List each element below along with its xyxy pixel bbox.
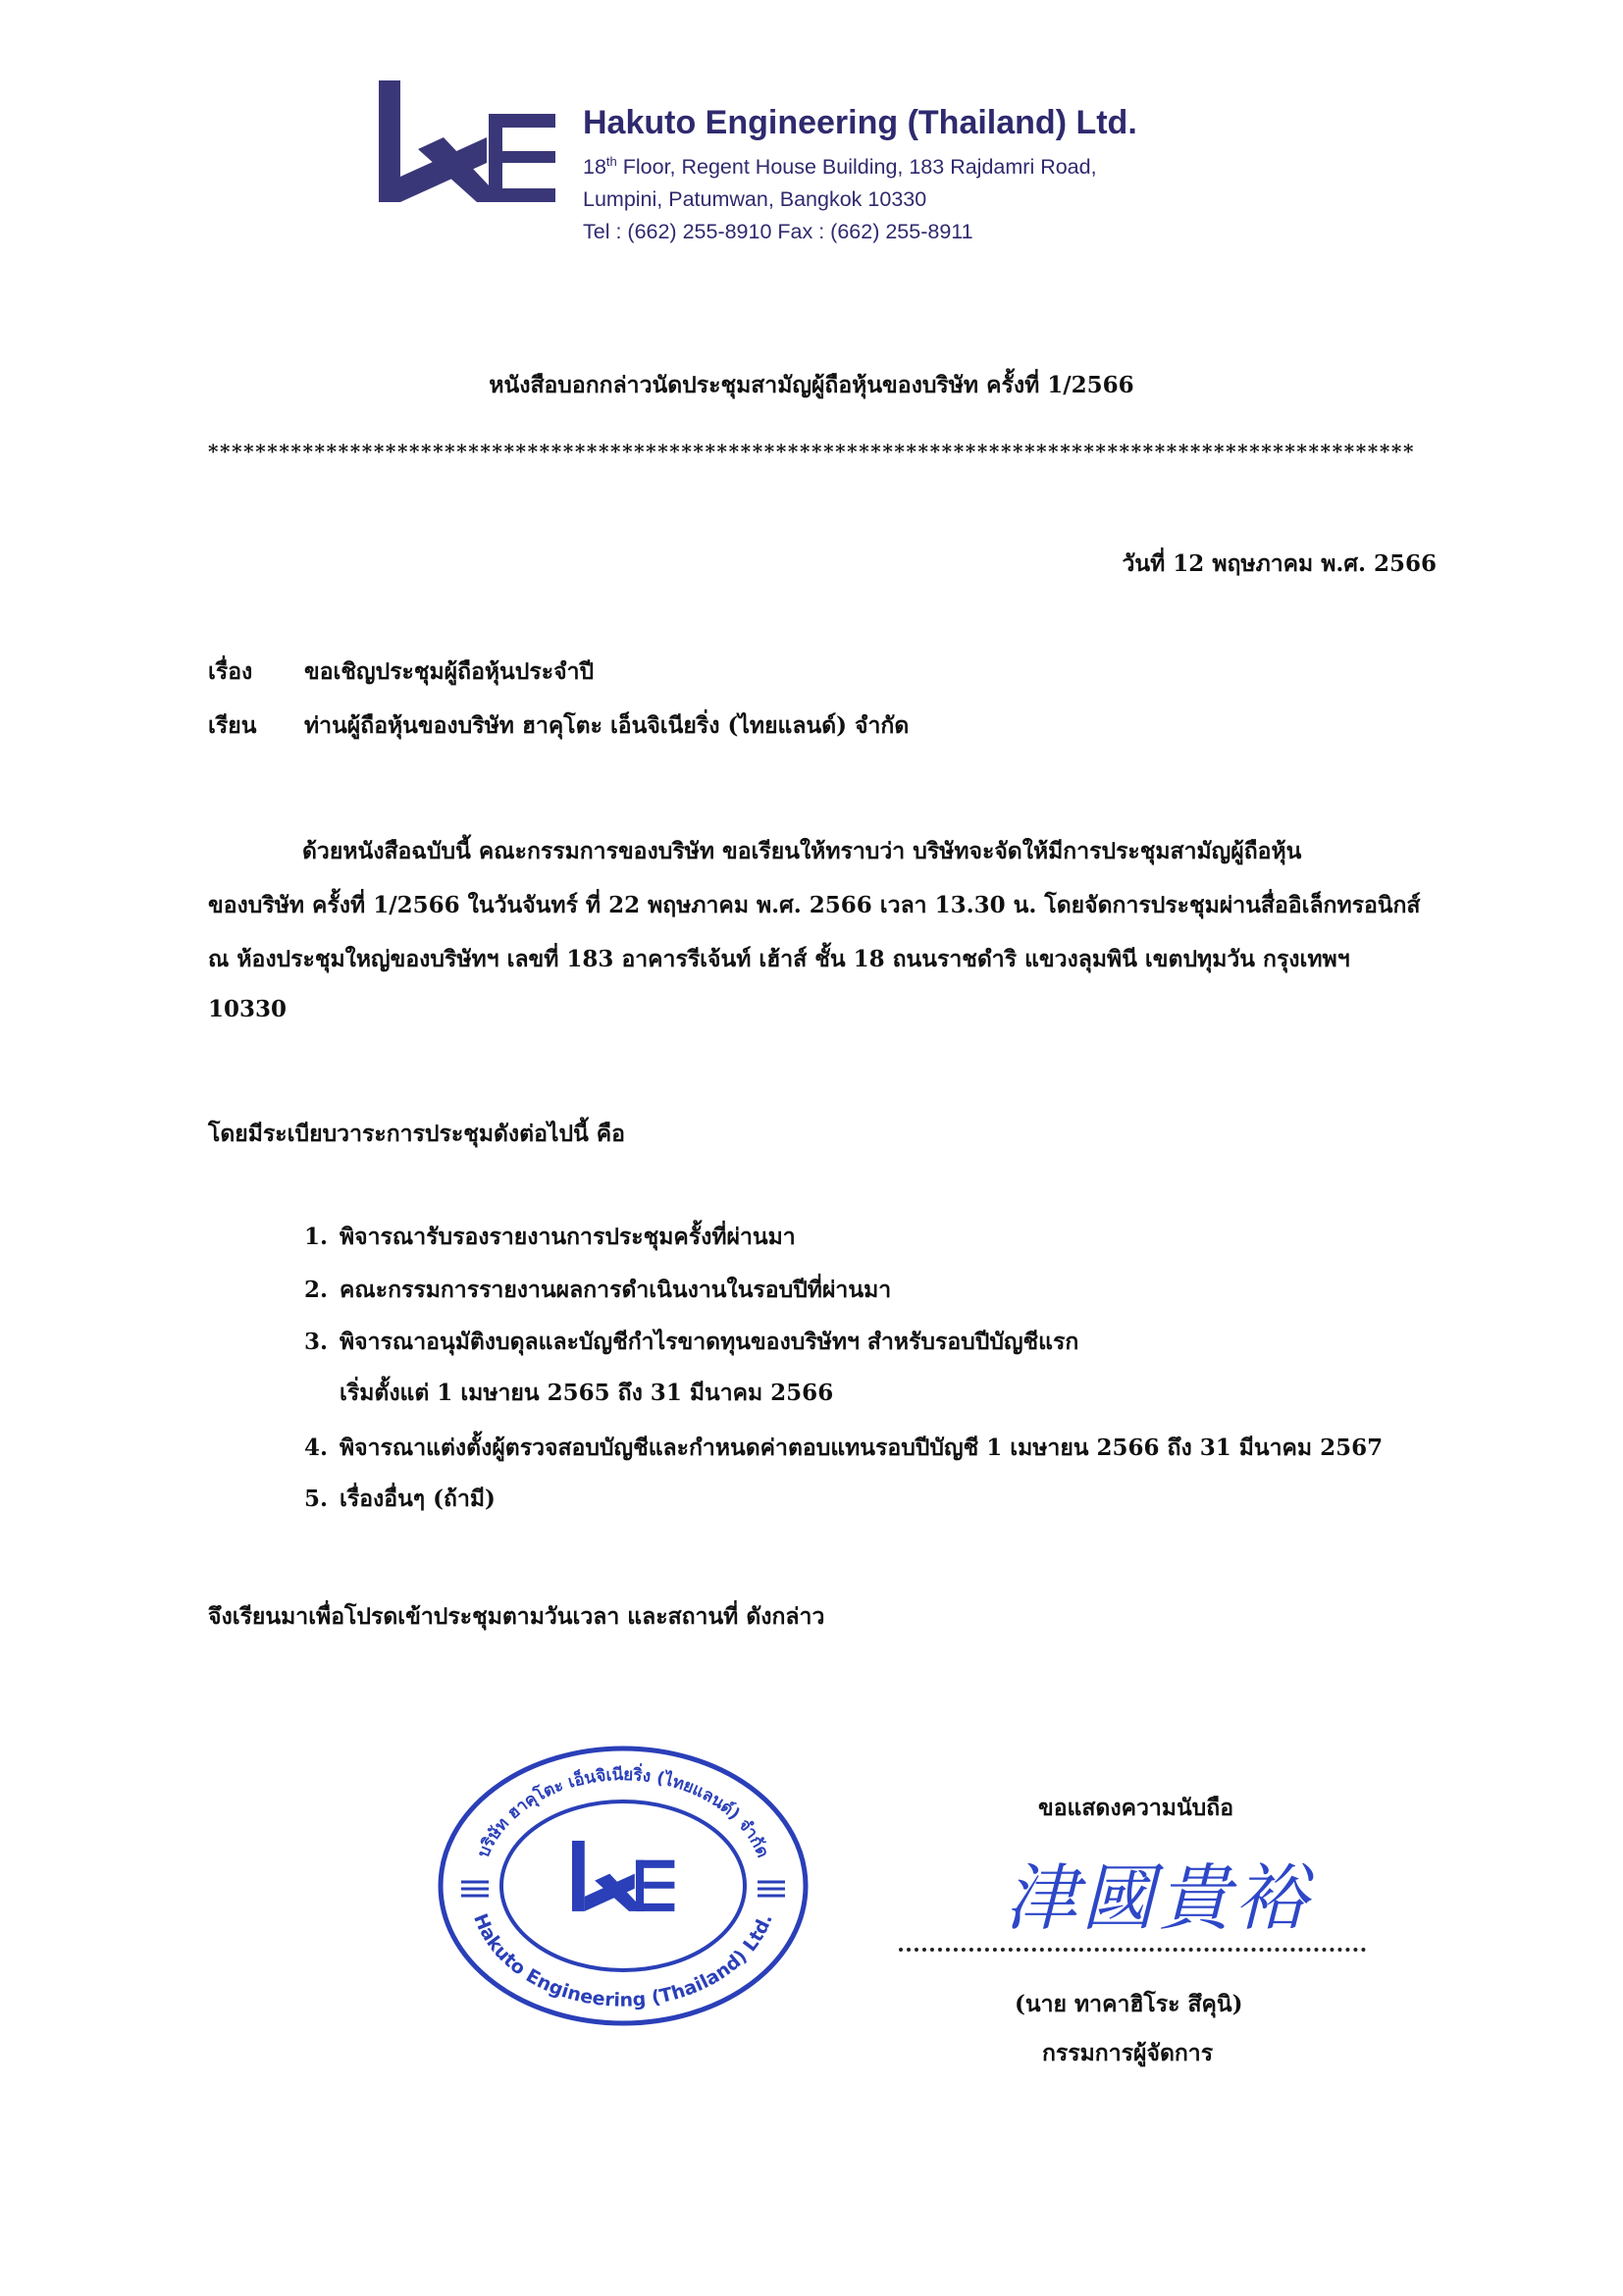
agenda-item	[304, 1482, 496, 1517]
company-seal-icon	[432, 1739, 814, 2033]
letter-date: วันที่ 12 พฤษภาคม พ.ศ. 2566	[1122, 550, 1437, 577]
separator-line: ******************************************************************************************************	[208, 440, 1416, 463]
company-name: Hakuto Engineering (Thailand) Ltd.	[583, 104, 1137, 141]
agenda-number: 5.	[304, 1486, 329, 1512]
agenda-number: 3.	[304, 1329, 329, 1355]
agenda-item	[304, 1220, 796, 1255]
body-line: 10330	[208, 996, 288, 1022]
recipient-row	[208, 708, 909, 744]
agenda-number: 4.	[304, 1435, 329, 1461]
address-line-1	[583, 154, 1137, 180]
agenda-text: พิจารณาแต่งตั้งผู้ตรวจสอบบัญชีและกำหนดค่าตอบแทนรอบปีบัญชี 1 เมษายน 2566 ถึง 31 มีนาคม 2567	[340, 1435, 1384, 1461]
agenda-text: พิจารณาอนุมัติงบดุลและบัญชีกำไรขาดทุนของบริษัทฯ สำหรับรอบปีบัญชีแรก	[340, 1329, 1079, 1355]
agenda-item-continuation: เริ่มตั้งแต่ 1 เมษายน 2565 ถึง 31 มีนาคม 2566	[340, 1380, 834, 1406]
agenda-item	[304, 1431, 1383, 1466]
address-line-2: Lumpini, Patumwan, Bangkok 10330	[583, 187, 927, 212]
address-line-1-rest: Floor, Regent House Building, 183 Rajdamri Road,	[616, 155, 1097, 180]
letter-title: หนังสือบอกกล่าวนัดประชุมสามัญผู้ถือหุ้นของบริษัท ครั้งที่ 1/2566	[489, 372, 1134, 398]
seal-bottom-text: Hakuto Engineering (Thailand) Ltd.	[469, 1910, 777, 2011]
closing-line: จึงเรียนมาเพื่อโปรดเข้าประชุมตามวันเวลา และสถานที่ ดังกล่าว	[208, 1603, 825, 1630]
handwritten-signature	[971, 1845, 1344, 1943]
agenda-item	[304, 1273, 891, 1308]
regards-text: ขอแสดงความนับถือ	[1038, 1795, 1234, 1821]
signature-line	[899, 1948, 1366, 1952]
agenda-text: คณะกรรมการรายงานผลการดำเนินงานในรอบปีที่ผ่านมา	[340, 1277, 892, 1303]
agenda-item	[304, 1325, 1078, 1360]
seal-top-text: บริษัท ฮาคุโตะ เอ็นจิเนียริ่ง (ไทยแลนด์) จำกัด	[473, 1764, 773, 1861]
recipient-value: ท่านผู้ถือหุ้นของบริษัท ฮาคุโตะ เอ็นจิเนียริ่ง (ไทยแลนด์) จำกัด	[304, 712, 910, 739]
subject-label: เรื่อง	[208, 658, 253, 685]
agenda-intro: โดยมีระเบียบวาระการประชุมดังต่อไปนี้ คือ	[208, 1121, 625, 1147]
signer-position: กรรมการผู้จัดการ	[1042, 2040, 1214, 2066]
signature-text: 津國貴裕	[1005, 1856, 1311, 1941]
subject-value: ขอเชิญประชุมผู้ถือหุ้นประจำปี	[304, 658, 595, 685]
body-line: ด้วยหนังสือฉบับนี้ คณะกรรมการของบริษัท ขอเรียนให้ทราบว่า บริษัทจะจัดให้มีการประชุมสามัญผู้ถือหุ้น	[302, 838, 1302, 864]
company-logo-icon	[379, 80, 555, 202]
svg-text:บริษัท ฮาคุโตะ เอ็นจิเนียริ่ง	[474, 1762, 772, 1860]
subject-row	[208, 654, 594, 690]
signer-name: (นาย ทาคาฮิโระ สึคุนิ)	[1015, 1991, 1243, 2017]
company-info	[583, 104, 1137, 252]
agenda-number: 1.	[304, 1224, 329, 1250]
agenda-text: เรื่องอื่นๆ (ถ้ามี)	[340, 1486, 496, 1512]
agenda-number: 2.	[304, 1277, 329, 1303]
agenda-text: พิจารณารับรองรายงานการประชุมครั้งที่ผ่านมา	[340, 1224, 796, 1250]
body-line: ของบริษัท ครั้งที่ 1/2566 ในวันจันทร์ ที่ 22 พฤษภาคม พ.ศ. 2566 เวลา 13.30 น. โดยจัดการประชุมผ่านสื่ออิเล็กทรอนิกส์	[208, 892, 1421, 918]
contact-line: Tel : (662) 255-8910 Fax : (662) 255-8911	[583, 220, 973, 244]
floor-suffix: th	[605, 154, 617, 169]
floor-number: 18	[583, 155, 606, 180]
recipient-label: เรียน	[208, 712, 257, 739]
body-line: ณ ห้องประชุมใหญ่ของบริษัทฯ เลขที่ 183 อาคารรีเจ้นท์ เฮ้าส์ ชั้น 18 ถนนราชดำริ แขวงลุมพินี เขตปทุมวัน กรุงเทพฯ	[208, 946, 1350, 972]
